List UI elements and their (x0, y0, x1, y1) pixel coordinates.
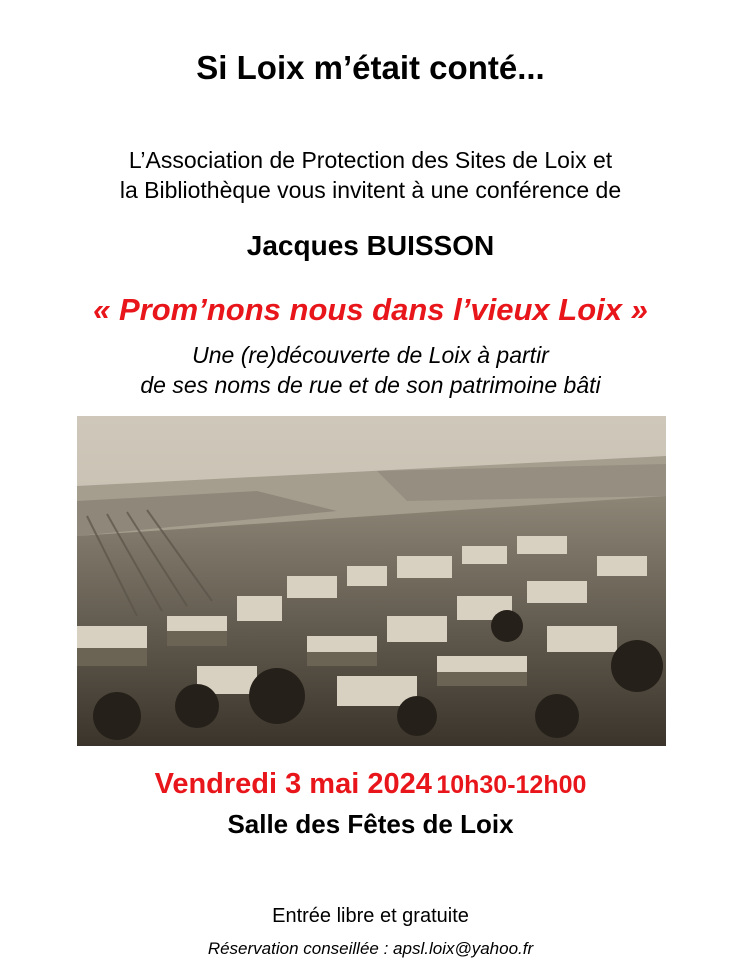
intro-line-2: la Bibliothèque vous invitent à une conférence de (119, 177, 622, 203)
poster-title: Si Loix m’était conté... (196, 49, 545, 86)
reservation-label: Réservation conseillée : (207, 939, 394, 958)
reservation-info (0, 936, 741, 962)
event-date: Vendredi 3 mai 2024 (154, 768, 432, 800)
speaker-name: Jacques BUISSON (246, 230, 495, 261)
subtitle-line-1: Une (re)découverte de Loix à partir (192, 342, 549, 368)
event-venue: Salle des Fêtes de Loix (227, 809, 514, 839)
intro-text (0, 145, 741, 205)
intro-line-1: L’Association de Protection des Sites de Loix et (128, 147, 613, 173)
event-time: 10h30-12h00 (436, 771, 587, 799)
talk-title: « Prom’nons nous dans l’vieux Loix » (93, 292, 648, 327)
entry-info: Entrée libre et gratuite (272, 905, 469, 927)
reservation-email[interactable]: apsl.loix@yahoo.fr (393, 939, 534, 958)
aerial-village-photo (77, 416, 666, 746)
subtitle-line-2: de ses noms de rue et de son patrimoine bâti (140, 372, 601, 398)
talk-subtitle (0, 340, 741, 400)
date-time-line (0, 764, 741, 809)
